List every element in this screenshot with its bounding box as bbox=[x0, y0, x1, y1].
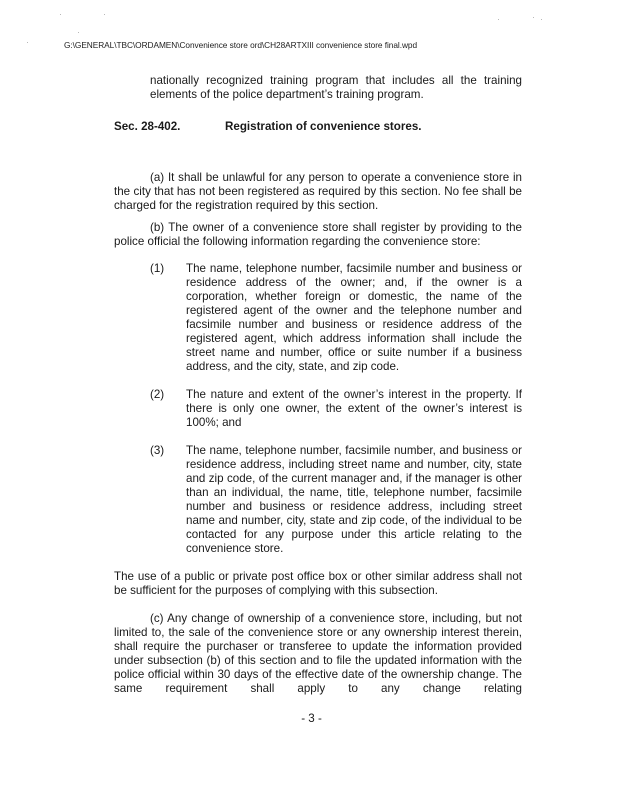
paragraph-b bbox=[114, 221, 522, 249]
page-number: - 3 - bbox=[301, 712, 322, 725]
paragraph-a-text: (a) It shall be unlawful for any person to operate a convenience store in the city that has not been registered as required by this section. No fee shall be charged for the registration required by this section. bbox=[114, 171, 522, 212]
scan-speck bbox=[541, 19, 542, 20]
continuation-paragraph bbox=[150, 74, 522, 102]
section-title: Registration of convenience stores. bbox=[225, 120, 422, 133]
list-item bbox=[186, 262, 522, 374]
section-number: Sec. 28-402. bbox=[114, 120, 181, 133]
paragraph-a bbox=[114, 171, 522, 213]
list-item-label: (2) bbox=[150, 388, 165, 401]
scan-speck bbox=[498, 19, 499, 20]
paragraph-po-box-text: The use of a public or private post office box or other similar address shall not be sufficient for the purposes of complying with this subsection. bbox=[114, 570, 522, 597]
list-item-text: The name, telephone number, facsimile number, and business or residence address, including street name and number, city, state and zip code, of the current manager and, if the manager is other than an individual, the name, title, telephone number, facsimile number and business or residence address, including street name and number, city, state and zip code, of the individual to be contacted for any purpose under this article relating to the convenience store. bbox=[186, 444, 522, 555]
list-item bbox=[186, 388, 522, 430]
paragraph-b-text: (b) The owner of a convenience store shall register by providing to the police official the following information regarding the convenience store: bbox=[114, 221, 522, 248]
scan-speck bbox=[27, 42, 28, 43]
list-item-text: The name, telephone number, facsimile number and business or residence address of the owner; and, if the owner is a corporation, whether foreign or domestic, the name of the registered agent of the owner and the telephone number and facsimile number and business or residence address of the registered agent, which address information shall include the street name and number, office or suite number if a business address, and the city, state, and zip code. bbox=[186, 262, 522, 373]
scan-speck bbox=[104, 14, 105, 15]
paragraph-c-text: (c) Any change of ownership of a convenience store, including, but not limited to, the sale of the convenience store or any ownership interest therein, shall require the purchaser or transferee to update the information provided under subsection (b) of this section and to file the updated information with the police official within 30 days of the effective date of the ownership change. The same requirement shall apply to any change relating bbox=[114, 612, 522, 695]
scan-speck bbox=[78, 32, 79, 33]
file-path-header: G:\GENERAL\TBC\ORDAMEN\Convenience store ord\CH28ARTXIII convenience store final.wpd bbox=[64, 40, 418, 50]
list-item-text: The nature and extent of the owner’s interest in the property. If there is only one owner, the extent of the owner’s interest is 100%; and bbox=[186, 388, 522, 429]
list-item bbox=[186, 444, 522, 556]
list-item-label: (1) bbox=[150, 262, 165, 275]
paragraph-po-box bbox=[114, 570, 522, 598]
paragraph-c bbox=[114, 612, 522, 696]
section-heading bbox=[114, 120, 422, 133]
scan-speck bbox=[60, 14, 61, 15]
list-item-label: (3) bbox=[150, 444, 165, 457]
continuation-text: nationally recognized training program that includes all the training elements of the police department’s training program. bbox=[150, 74, 522, 101]
scan-speck bbox=[533, 17, 534, 18]
